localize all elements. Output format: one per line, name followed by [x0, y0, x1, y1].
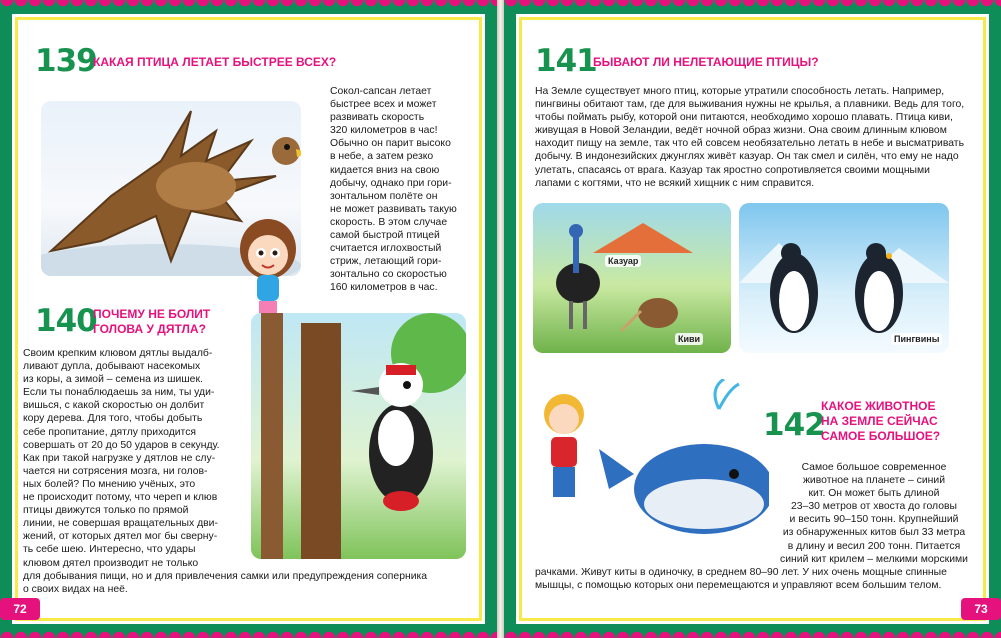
title-line: ГОЛОВА У ДЯТЛА?	[93, 322, 206, 336]
answer-142-text	[769, 461, 979, 566]
text-line: зонтальном полёте он	[330, 190, 438, 202]
scallop-border-top	[504, 0, 1001, 14]
text-line: лапами с когтями, что не всякий хищник с ним справится.	[535, 177, 815, 189]
answer-141-text	[535, 85, 975, 190]
text-line: добычу. В индонезийских джунглях живёт казуар. Он так смел и силён, что ему не надо	[535, 151, 959, 163]
text-line: зонтально со скоростью	[330, 269, 447, 281]
text-line: и весить 90–150 тонн. Крупнейший	[789, 514, 959, 526]
question-title-139: КАКАЯ ПТИЦА ЛЕТАЕТ БЫСТРЕЕ ВСЕХ?	[93, 55, 337, 69]
title-line: КАКОЕ ЖИВОТНОЕ	[821, 399, 936, 413]
title-line: ПОЧЕМУ НЕ БОЛИТ	[93, 307, 211, 321]
question-title-140	[93, 307, 210, 337]
text-line: самой быстрой птицей	[330, 230, 440, 242]
question-number-142: 142	[763, 407, 825, 443]
text-line: 23–30 метров от хвоста до головы	[791, 501, 957, 513]
answer-142-tail	[535, 566, 975, 592]
text-line: стриж, летающий гори-	[330, 256, 442, 268]
page-number-left: 72	[0, 598, 40, 620]
text-line: ливают дупла, добывают насекомых	[23, 361, 201, 373]
cassowary-kiwi-illustration	[533, 203, 731, 353]
text-line: Самое большое современное	[801, 462, 947, 473]
text-line: Сокол-сапсан летает	[330, 86, 432, 97]
text-line: кидается вниз на свою	[330, 164, 440, 176]
text-line: Обычно он парит высоко	[330, 138, 451, 150]
text-line: Своим крепким клювом дятлы выдалб-	[23, 348, 213, 359]
text-line: в небе, а затем резко	[330, 151, 434, 163]
answer-140-text	[23, 347, 463, 596]
title-line: НА ЗЕМЛЕ СЕЙЧАС	[821, 414, 938, 428]
text-line: не происходит потому, что череп и клюв	[23, 492, 218, 504]
text-line: линии, не совершая вращательных дви-	[23, 518, 218, 530]
question-number-140: 140	[35, 303, 97, 339]
title-line: САМОЕ БОЛЬШОЕ?	[821, 429, 941, 443]
text-line: чтобы поймать рыбу, которой они питаются, необходимо хорошо плавать. Птица киви,	[535, 112, 953, 124]
left-page	[0, 0, 497, 638]
text-line: ть себе шею. Интересно, что удары	[23, 544, 196, 556]
text-line: рачками. Живут киты в одиночку, в среднем 80–90 лет. У них очень мощные спинные	[535, 567, 947, 578]
text-line: живущая в Новой Зеландии, ведёт ночной образ жизни. Она своим длинным клювом	[535, 125, 947, 137]
text-line: себе пропитание, дятлу приходится	[23, 426, 197, 438]
text-line: скорость. В этом случае	[330, 216, 448, 228]
text-line: птицы движутся только по прямой	[23, 505, 189, 517]
text-line: в длину и весил 200 тонн. Питается	[787, 540, 961, 552]
right-page-content	[516, 14, 989, 624]
scallop-border-bottom	[504, 624, 1001, 638]
scallop-border-bottom	[0, 624, 497, 638]
text-line: из обнаруженных китов был 33 метра	[782, 527, 966, 539]
text-line: о своих видах на неё.	[23, 583, 128, 595]
text-line: кору дерева. Для того, чтобы добыть	[23, 413, 203, 425]
text-line: не может развивать такую	[330, 203, 457, 215]
text-line: клювом дятел производит не только	[23, 557, 199, 569]
text-line: 320 километров в час!	[330, 125, 438, 137]
text-line: улетать, спасаясь от врага. Казуар так яростно сопротивляется своими мощными	[535, 164, 930, 176]
text-line: ных болей? По мнению учёных, это	[23, 478, 196, 490]
text-line: синий кит крилем – мелкими морскими	[780, 553, 968, 565]
right-page	[504, 0, 1001, 638]
page-number-right: 73	[961, 598, 1001, 620]
text-line: для добывания пищи, но и для привлечения самки или предупреждения соперника	[23, 570, 428, 582]
label-penguins: Пингвины	[891, 333, 942, 345]
book-gutter	[497, 0, 504, 638]
text-line: Если ты понаблюдаешь за ним, ты уди-	[23, 387, 215, 399]
text-line: пингвины обитают там, где для выживания нужны не крылья, а плавники. Ведь для того,	[535, 99, 965, 111]
text-line: чается ни сотрясения мозга, ни голов-	[23, 465, 208, 477]
penguins-illustration	[739, 203, 949, 353]
left-page-content	[12, 14, 485, 624]
text-line: добычу, однако при гори-	[330, 177, 452, 189]
text-line: мышцы, с помощью которых они перемещаются и управляют всем большим телом.	[535, 580, 942, 592]
text-line: находит пищу на земле, так что ей совсем необязательно летать в небе и высматривать	[535, 138, 964, 150]
question-number-139: 139	[35, 43, 97, 79]
answer-139-text	[330, 85, 480, 295]
text-line: жений, от которых дятел мог бы сверну-	[23, 531, 218, 543]
text-line: быстрее всех и может	[330, 99, 437, 111]
text-line: вишься, с какой скоростью он долбит	[23, 400, 205, 412]
question-title-142	[821, 399, 940, 444]
text-line: развивать скорость	[330, 112, 425, 124]
text-line: совершать от 20 до 50 ударов в секунду.	[23, 439, 220, 451]
label-cassowary: Казуар	[605, 255, 641, 267]
girl-character	[233, 217, 303, 327]
text-line: 160 километров в час.	[330, 282, 438, 294]
text-line: из коры, а зимой – семена из шишек.	[23, 374, 203, 386]
question-title-141: БЫВАЮТ ЛИ НЕЛЕТАЮЩИЕ ПТИЦЫ?	[593, 55, 819, 69]
text-line: Как при такой нагрузке у дятлов не слу-	[23, 452, 216, 464]
scallop-border-top	[0, 0, 497, 14]
text-line: кит. Он может быть длиной	[808, 488, 940, 500]
boy-whale-illustration	[529, 379, 769, 559]
label-kiwi: Киви	[675, 333, 703, 345]
text-line: животное на планете – синий	[802, 475, 945, 487]
text-line: считается иглохвостый	[330, 243, 442, 255]
question-number-141: 141	[535, 43, 597, 79]
text-line: На Земле существует много птиц, которые утратили способность летать. Например,	[535, 86, 945, 97]
